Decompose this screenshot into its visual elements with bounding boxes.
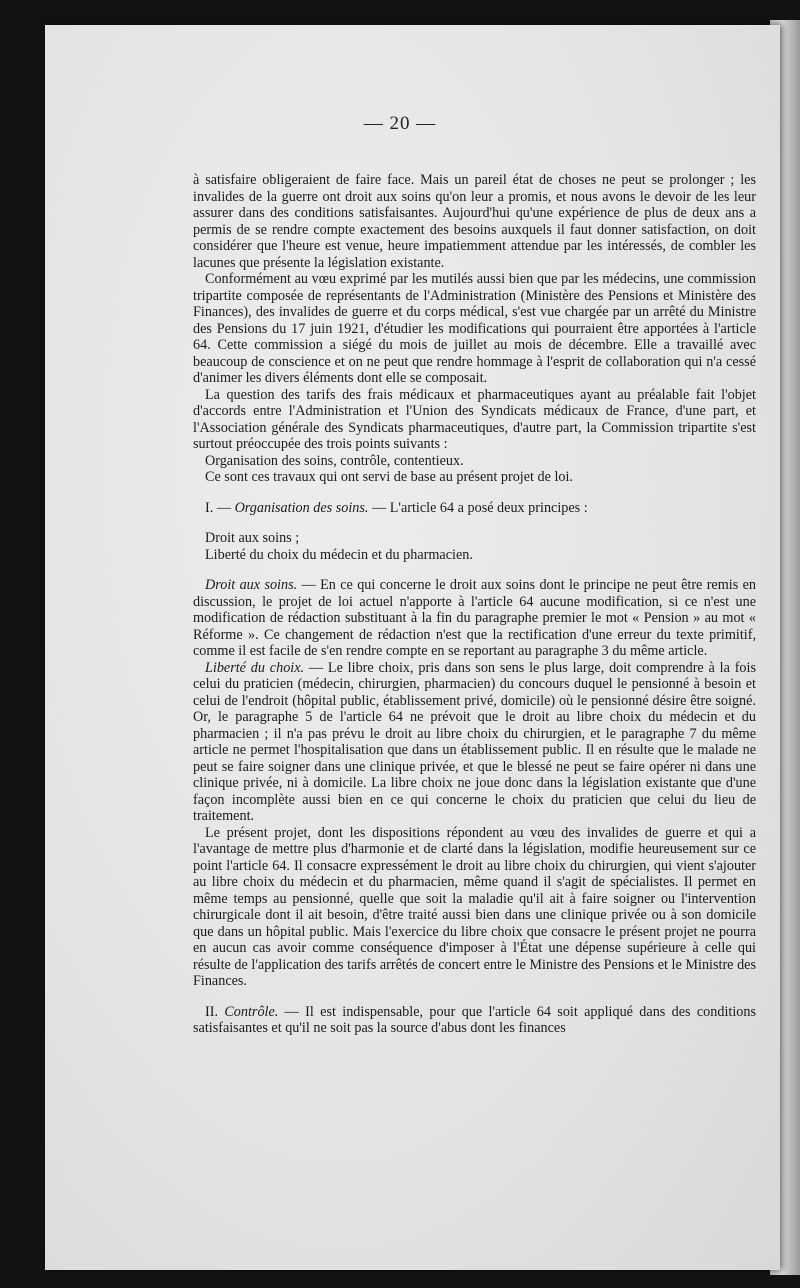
section-organisation-heading: [193, 500, 756, 517]
principle-item-2: Liberté du choix du médecin et du pharmacien.: [205, 546, 473, 563]
section-number: I. —: [205, 499, 235, 516]
section-number: II.: [205, 1003, 225, 1020]
paragraph-travaux: Ce sont ces travaux qui ont servi de base au présent projet de loi.: [205, 469, 573, 485]
subsection-title: Droit aux soins.: [205, 577, 298, 593]
principle-item-1: Droit aux soins ;: [205, 530, 300, 546]
paragraph-droit-aux-soins: [193, 577, 756, 660]
paragraph-tarifs: La question des tarifs des frais médicaux et pharmaceutiques ayant au préalable fait l'objet d'accords entre l'Administration et l'Union des Syndicats médicaux de France, d'une part, et l'Association générale des Syndicats pharmaceutiques, d'autre part, la Commission tripartite s'est surtout préoccupée des trois points suivants :: [193, 386, 756, 452]
paragraph-continuation: à satisfaire obligeraient de faire face. Mais un pareil état de choses ne peut se prolonger ; les invalides de la guerre ont droit aux soins qu'on leur a promis, et nous avons le devoir de les leur assurer dans des conditions satisfaisantes. Aujourd'hui qu'une expérience de plus de deux ans a permis de se rendre compte exactement des besoins auxquels il faut donner satisfaction, on doit considérer que l'heure est venue, heure impatiemment attendue par les intéressés, de combler les lacunes que présente la législation existante.: [193, 172, 756, 271]
paragraph-controle: [193, 1004, 756, 1037]
section-title: Organisation des soins.: [234, 499, 369, 516]
section-intro: — L'article 64 a posé deux principes :: [368, 499, 588, 516]
paragraph-commission: Conformément au vœu exprimé par les mutilés aussi bien que par les médecins, une commission tripartite composée de représentants de l'Administration (Ministère des Pensions et Ministère des Finances), des invalides de guerre et du corps médical, s'est vue chargée par un arrêté du Ministre des Pensions du 17 juin 1921, d'étudier les modifications qui pourraient être apportées à l'article 64. Cette commission a siégé du mois de juillet au mois de décembre. Elle a travaillé avec beaucoup de conscience et on ne peut que rendre hommage à l'esprit de collaboration qui n'a cessé d'animer les divers éléments dont elle se composait.: [193, 271, 756, 386]
document-body: [193, 172, 756, 1037]
page-number: — 20 —: [363, 113, 437, 134]
subsection-text: — Le libre choix, pris dans son sens le plus large, doit comprendre à la fois celui du praticien (médecin, chirurgien, pharmacien) du concours duquel le pensionné à besoin et celui de l'endroit (hôpital public, établissement privé, domicile) où le pensionné désire être soigné. Or, le paragraphe 5 de l'article 64 ne prévoit que le droit au libre choix du médecin et du pharmacien ; il n'a pas prévu le droit au libre choix du chirurgien, et le paragraphe 7 du même article ne permet l'hospitalisation que dans un établissement public. Il en résulte que le malade ne peut se faire soigner dans une clinique privée, et que le blessé ne peut se faire opérer ni dans une clinique privée, ni à domicile. La libre choix ne joue donc dans la législation existante que d'une façon incomplète aussi bien en ce qui concerne le choix du praticien que celui du lieu de traitement.: [193, 659, 756, 824]
paragraph-points: Organisation des soins, contrôle, contentieux.: [205, 452, 464, 469]
paragraph-present-projet: Le présent projet, dont les dispositions répondent au vœu des invalides de guerre et qui a l'avantage de mettre plus d'harmonie et de clarté dans la législation, modifie heureusement sur ce point l'article 64. Il consacre expressément le droit au libre choix du chirurgien, qui vient s'ajouter au libre choix du médecin et du pharmacien, même quand il s'agit de spécialistes. Il permet en même temps au pensionné, quelle que soit la maladie qu'il ait à faire soigner ou l'intervention chirurgicale dont il ait besoin, d'être traité aussi bien dans une clinique privée ou à son domicile que dans un hôpital public. Mais l'exercice du libre choix que consacre le présent projet ne pourra en aucun cas avoir comme conséquence d'imposer à l'État une dépense supérieure à celle qui résulte de l'application des tarifs arrêtés de concert entre le Ministre des Pensions et le Ministre des Finances.: [193, 824, 756, 989]
paragraph-liberte-du-choix: [193, 660, 756, 825]
section-text: — Il est indispensable, pour que l'article 64 soit appliqué dans des conditions satisfaisantes et qu'il ne soit pas la source d'abus dont les finances: [193, 1003, 756, 1036]
subsection-title: Liberté du choix.: [205, 659, 305, 676]
section-title: Contrôle.: [224, 1003, 279, 1020]
subsection-text: — En ce qui concerne le droit aux soins dont le principe ne peut être remis en discussion, le projet de loi actuel n'apporte à l'article 64 aucune modification, si ce n'est une modification de rédaction substituant à la fin du paragraphe premier le mot « Pension » au mot « Réforme ». Ce changement de rédaction n'est que la rectification d'une erreur du texte primitif, comme il est facile de s'en rendre compte en se reportant au paragraphe 3 du même article.: [193, 577, 756, 659]
